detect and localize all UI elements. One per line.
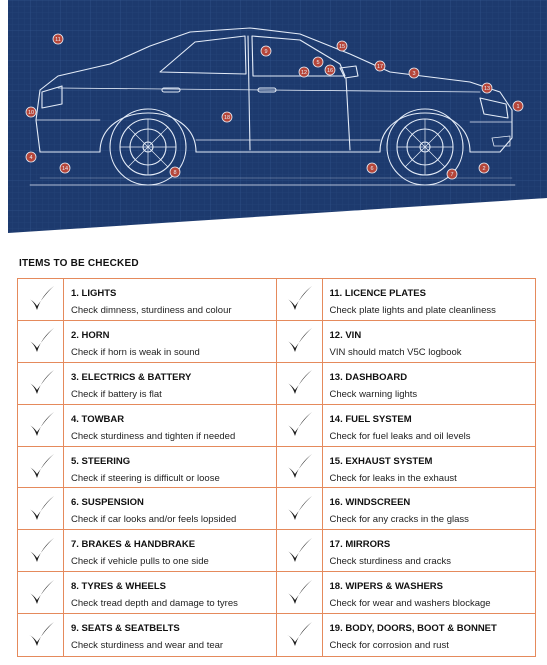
check-mark-icon bbox=[26, 368, 56, 398]
item-title: 19. BODY, DOORS, BOOT & BONNET bbox=[329, 623, 497, 635]
check-mark-icon bbox=[26, 326, 56, 356]
checklist-item bbox=[18, 405, 277, 447]
diagram-marker bbox=[60, 163, 70, 173]
item-title: 18. WIPERS & WASHERS bbox=[329, 581, 443, 593]
check-mark-icon bbox=[284, 578, 314, 608]
diagram-marker bbox=[313, 57, 323, 67]
item-description: Check for fuel leaks and oil levels bbox=[329, 430, 471, 442]
car-blueprint-diagram bbox=[0, 0, 547, 236]
check-box bbox=[277, 363, 323, 404]
check-box bbox=[277, 530, 323, 571]
diagram-marker bbox=[482, 83, 492, 93]
item-description: Check dimness, sturdiness and colour bbox=[71, 305, 232, 316]
diagram-marker bbox=[375, 61, 385, 71]
item-description: Check warning lights bbox=[329, 388, 418, 400]
checklist-item bbox=[277, 405, 536, 447]
item-description: Check plate lights and plate cleanliness bbox=[329, 305, 496, 316]
checklist-item bbox=[277, 321, 536, 363]
item-title: 1. LIGHTS bbox=[71, 288, 117, 299]
check-box bbox=[277, 321, 323, 362]
checklist-item bbox=[277, 363, 536, 405]
check-box bbox=[18, 321, 64, 362]
check-box bbox=[18, 405, 64, 446]
item-title: 11. LICENCE PLATES bbox=[329, 288, 426, 299]
item-title: 3. ELECTRICS & BATTERY bbox=[71, 371, 192, 383]
checklist-item bbox=[277, 279, 536, 321]
check-box bbox=[277, 447, 323, 488]
item-description: Check if car looks and/or feels lopsided bbox=[71, 514, 237, 526]
check-mark-icon bbox=[26, 410, 56, 440]
svg-text:2: 2 bbox=[482, 166, 486, 172]
check-box bbox=[18, 279, 64, 320]
item-title: 9. SEATS & SEATBELTS bbox=[71, 623, 180, 635]
check-box bbox=[18, 447, 64, 488]
checklist-item bbox=[18, 279, 277, 321]
item-description: Check tread depth and damage to tyres bbox=[71, 598, 238, 610]
item-description: Check if vehicle pulls to one side bbox=[71, 556, 209, 568]
checklist-table bbox=[17, 278, 536, 657]
item-description: Check if battery is flat bbox=[71, 388, 162, 400]
item-title: 4. TOWBAR bbox=[71, 413, 125, 425]
checklist-item bbox=[277, 488, 536, 530]
checklist-item bbox=[18, 530, 277, 572]
item-description: VIN should match V5C logbook bbox=[329, 346, 462, 358]
item-description: Check for wear and washers blockage bbox=[329, 598, 491, 610]
svg-text:12: 12 bbox=[300, 70, 308, 76]
svg-text:5: 5 bbox=[316, 60, 320, 66]
check-box bbox=[277, 614, 323, 656]
item-description: Check if steering is difficult or loose bbox=[71, 472, 220, 484]
diagram-marker bbox=[26, 107, 36, 117]
check-box bbox=[18, 614, 64, 656]
svg-text:15: 15 bbox=[338, 44, 346, 50]
svg-text:6: 6 bbox=[370, 166, 374, 172]
item-description: Check sturdiness and tighten if needed bbox=[71, 430, 236, 442]
check-mark-icon bbox=[284, 368, 314, 398]
diagram-marker bbox=[53, 34, 63, 44]
item-title: 12. VIN bbox=[329, 329, 362, 341]
item-description: Check sturdiness and cracks bbox=[329, 556, 451, 568]
check-box bbox=[18, 572, 64, 613]
check-mark-icon bbox=[284, 410, 314, 440]
check-mark-icon bbox=[284, 620, 314, 650]
diagram-marker bbox=[261, 46, 271, 56]
item-title: 8. TYRES & WHEELS bbox=[71, 581, 167, 593]
check-mark-icon bbox=[284, 536, 314, 566]
check-box bbox=[277, 488, 323, 529]
item-title: 15. EXHAUST SYSTEM bbox=[329, 455, 433, 467]
diagram-marker bbox=[513, 101, 523, 111]
check-box bbox=[18, 488, 64, 529]
diagram-marker bbox=[325, 65, 335, 75]
check-box bbox=[18, 530, 64, 571]
svg-text:11: 11 bbox=[55, 37, 61, 43]
item-description: Check for any cracks in the glass bbox=[329, 514, 469, 526]
check-mark-icon bbox=[26, 620, 56, 650]
item-title: 17. MIRRORS bbox=[329, 539, 391, 551]
svg-text:8: 8 bbox=[173, 170, 177, 176]
check-mark-icon bbox=[26, 494, 56, 524]
item-title: 2. HORN bbox=[71, 329, 110, 341]
diagram-marker bbox=[409, 68, 419, 78]
svg-text:3: 3 bbox=[412, 71, 416, 77]
check-box bbox=[18, 363, 64, 404]
check-mark-icon bbox=[26, 536, 56, 566]
checklist-item bbox=[277, 572, 536, 614]
diagram-marker bbox=[479, 163, 489, 173]
svg-text:13: 13 bbox=[483, 86, 491, 92]
checklist-item bbox=[18, 447, 277, 489]
item-description: Check for corrosion and rust bbox=[329, 640, 449, 652]
checklist-item bbox=[18, 572, 277, 614]
check-mark-icon bbox=[26, 284, 56, 314]
check-mark-icon bbox=[284, 284, 314, 314]
check-box bbox=[277, 405, 323, 446]
diagram-marker bbox=[26, 152, 36, 162]
svg-text:18: 18 bbox=[223, 115, 231, 121]
diagram-marker bbox=[299, 67, 309, 77]
check-mark-icon bbox=[284, 326, 314, 356]
item-description: Check sturdiness and wear and tear bbox=[71, 640, 224, 652]
svg-text:14: 14 bbox=[61, 166, 69, 172]
checklist-item bbox=[18, 488, 277, 530]
check-mark-icon bbox=[26, 578, 56, 608]
check-box bbox=[277, 572, 323, 613]
checklist-item bbox=[277, 447, 536, 489]
svg-text:10: 10 bbox=[27, 110, 35, 116]
check-box bbox=[277, 279, 323, 320]
svg-text:7: 7 bbox=[450, 172, 454, 178]
diagram-marker bbox=[222, 112, 232, 122]
diagram-marker bbox=[447, 169, 457, 179]
item-description: Check for leaks in the exhaust bbox=[329, 472, 457, 484]
item-title: 13. DASHBOARD bbox=[329, 371, 408, 383]
item-title: 14. FUEL SYSTEM bbox=[329, 413, 412, 425]
item-title: 7. BRAKES & HANDBRAKE bbox=[71, 539, 196, 551]
checklist-item bbox=[18, 614, 277, 656]
diagram-marker bbox=[337, 41, 347, 51]
item-title: 5. STEERING bbox=[71, 455, 131, 467]
check-mark-icon bbox=[26, 452, 56, 482]
diagram-marker bbox=[170, 167, 180, 177]
svg-text:9: 9 bbox=[264, 49, 268, 55]
checklist-item bbox=[277, 530, 536, 572]
svg-text:16: 16 bbox=[326, 68, 334, 74]
svg-text:17: 17 bbox=[376, 64, 384, 70]
item-description: Check if horn is weak in sound bbox=[71, 346, 200, 358]
section-title: ITEMS TO BE CHECKED bbox=[19, 258, 139, 269]
check-mark-icon bbox=[284, 494, 314, 524]
check-mark-icon bbox=[284, 452, 314, 482]
item-title: 6. SUSPENSION bbox=[71, 497, 144, 509]
checklist-item bbox=[18, 321, 277, 363]
svg-text:4: 4 bbox=[29, 155, 33, 161]
diagram-marker bbox=[367, 163, 377, 173]
svg-text:1: 1 bbox=[516, 104, 520, 110]
checklist-item bbox=[18, 363, 277, 405]
item-title: 16. WINDSCREEN bbox=[329, 497, 411, 509]
checklist-item bbox=[277, 614, 536, 656]
